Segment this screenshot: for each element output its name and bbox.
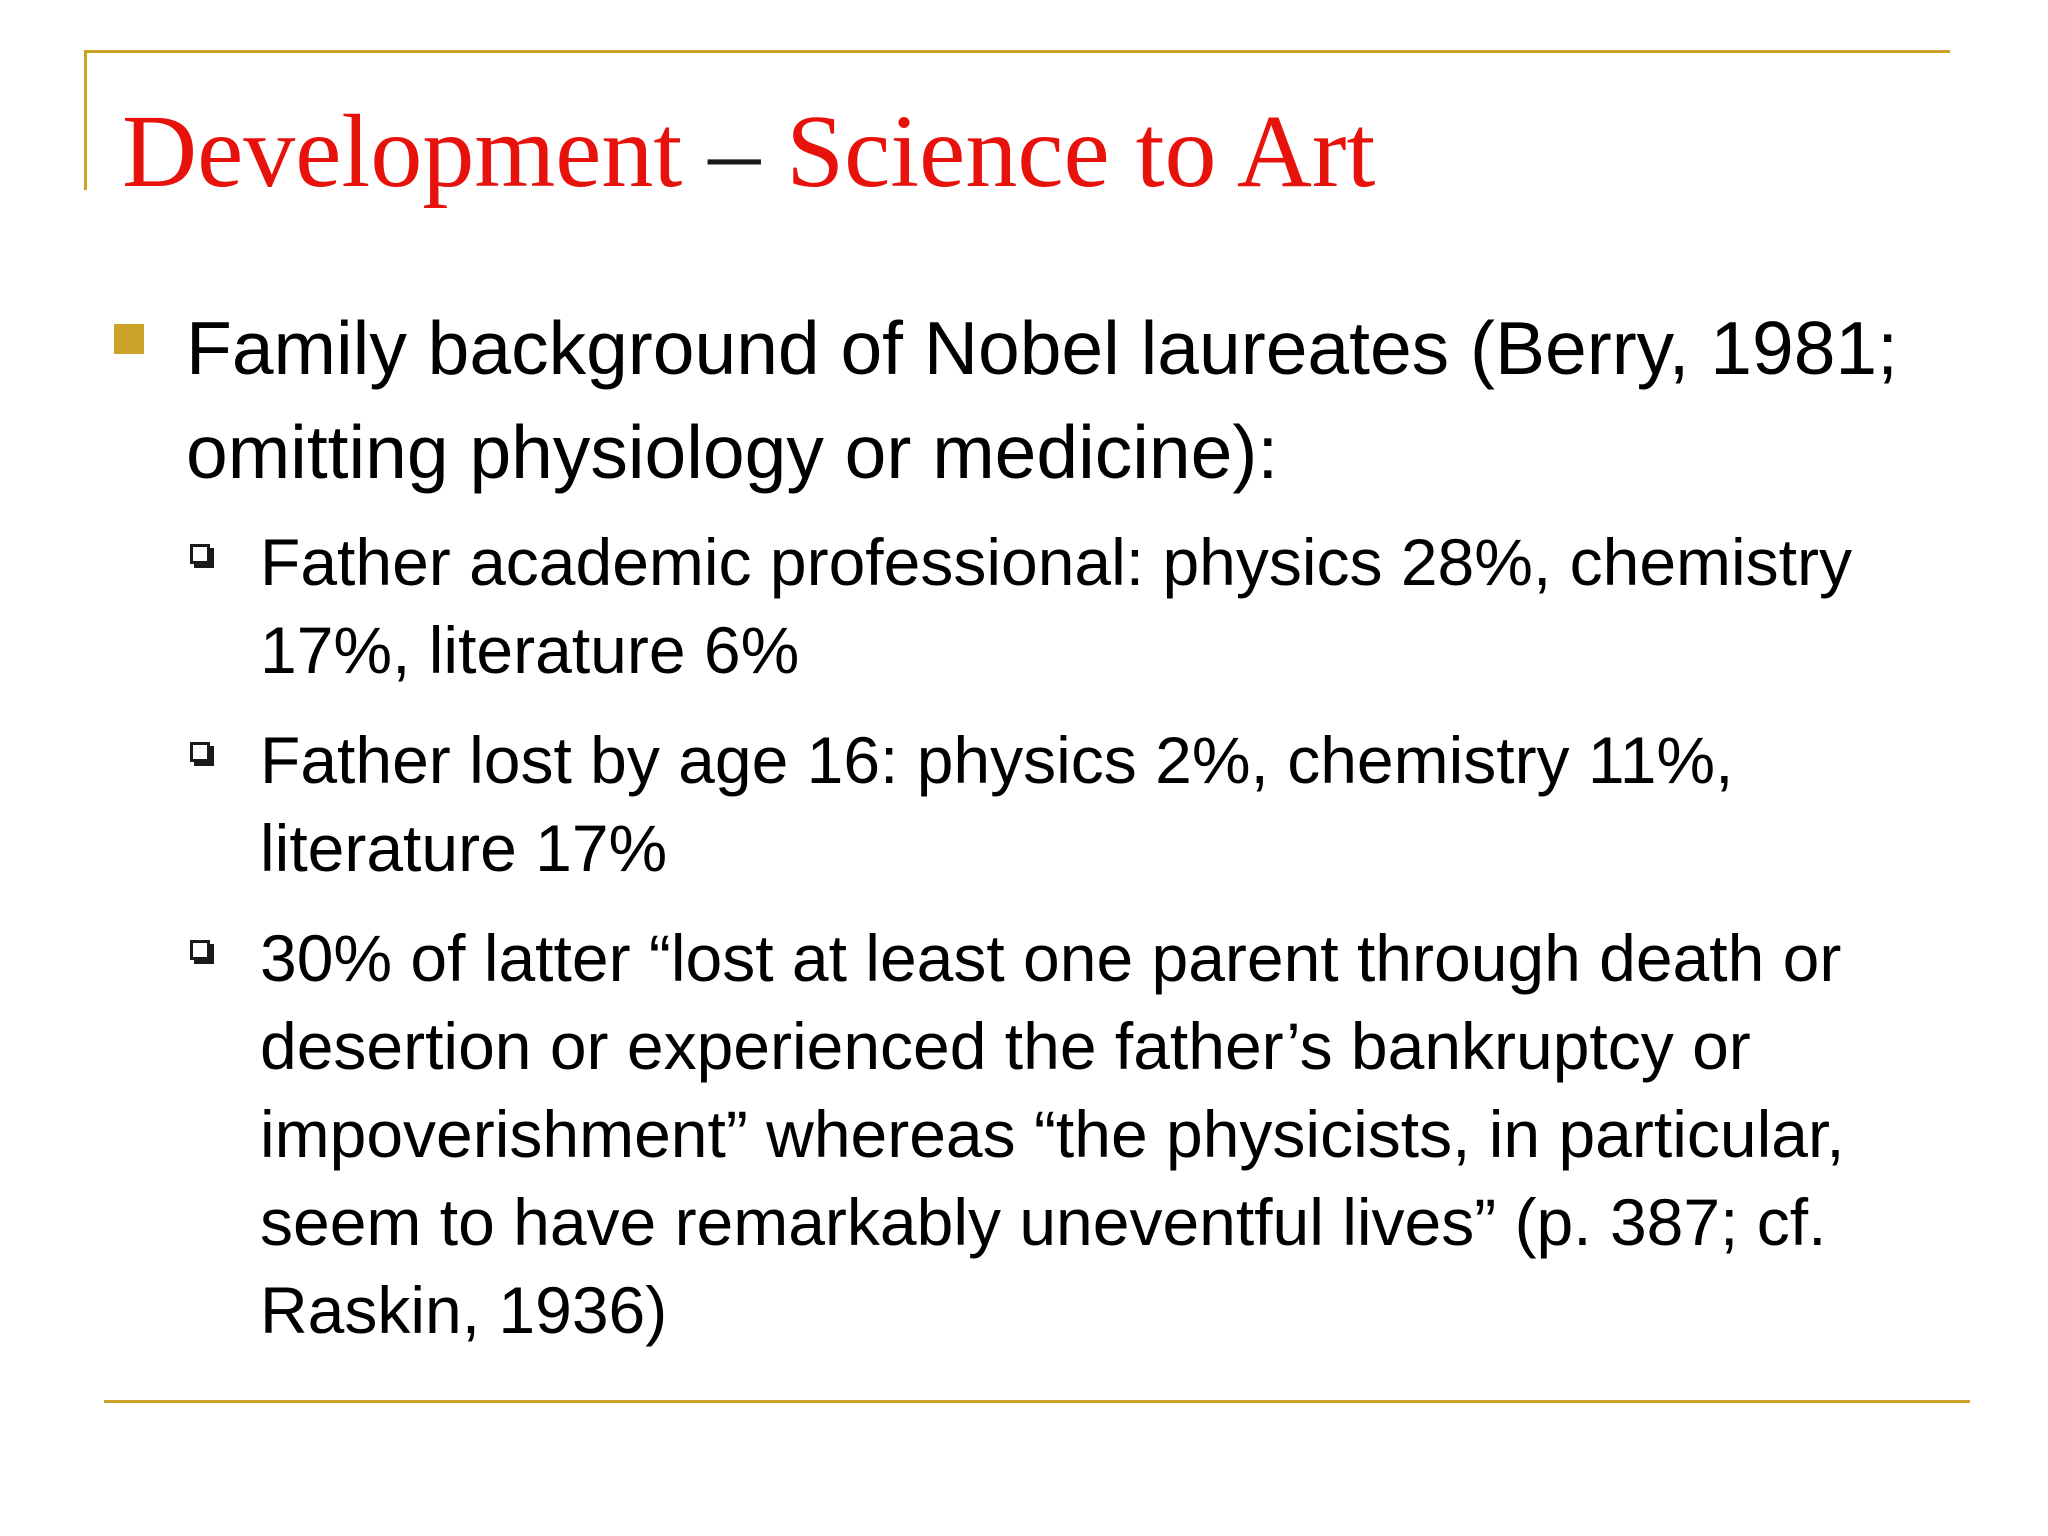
sub-bullet-text: Father lost by age 16: physics 2%, chemistry 11%, literature 17% (260, 723, 1734, 885)
left-rule (84, 50, 87, 190)
title-part-1: Development (122, 94, 709, 209)
bullet-level-1 (110, 296, 1940, 504)
sub-bullet-text: 30% of latter “lost at least one parent through death or desertion or experienced the father’s bankruptcy or impoverishment” whereas “the physicists, in particular, seem to have remarkably uneventful lives” (p. 387; cf. Raskin, 1936) (260, 921, 1845, 1347)
sub-bullet-1 (110, 518, 1940, 694)
slide-content (110, 296, 1940, 1376)
hollow-square-bullet-icon (190, 544, 210, 564)
title-part-2: Science to Art (760, 94, 1376, 209)
title-dash: – (708, 94, 761, 209)
hollow-square-bullet-icon (190, 742, 210, 762)
sub-bullet-3 (110, 914, 1940, 1354)
bottom-rule (104, 1400, 1970, 1403)
bullet-text: Family background of Nobel laureates (Berry, 1981; omitting physiology or medicine): (186, 306, 1898, 494)
sub-bullet-text: Father academic professional: physics 28%, chemistry 17%, literature 6% (260, 525, 1852, 687)
sub-bullet-2 (110, 716, 1940, 892)
filled-square-bullet-icon (114, 324, 144, 354)
sub-bullet-list (110, 518, 1940, 1354)
top-rule (84, 50, 1950, 53)
hollow-square-bullet-icon (190, 940, 210, 960)
slide-title (122, 92, 1375, 212)
